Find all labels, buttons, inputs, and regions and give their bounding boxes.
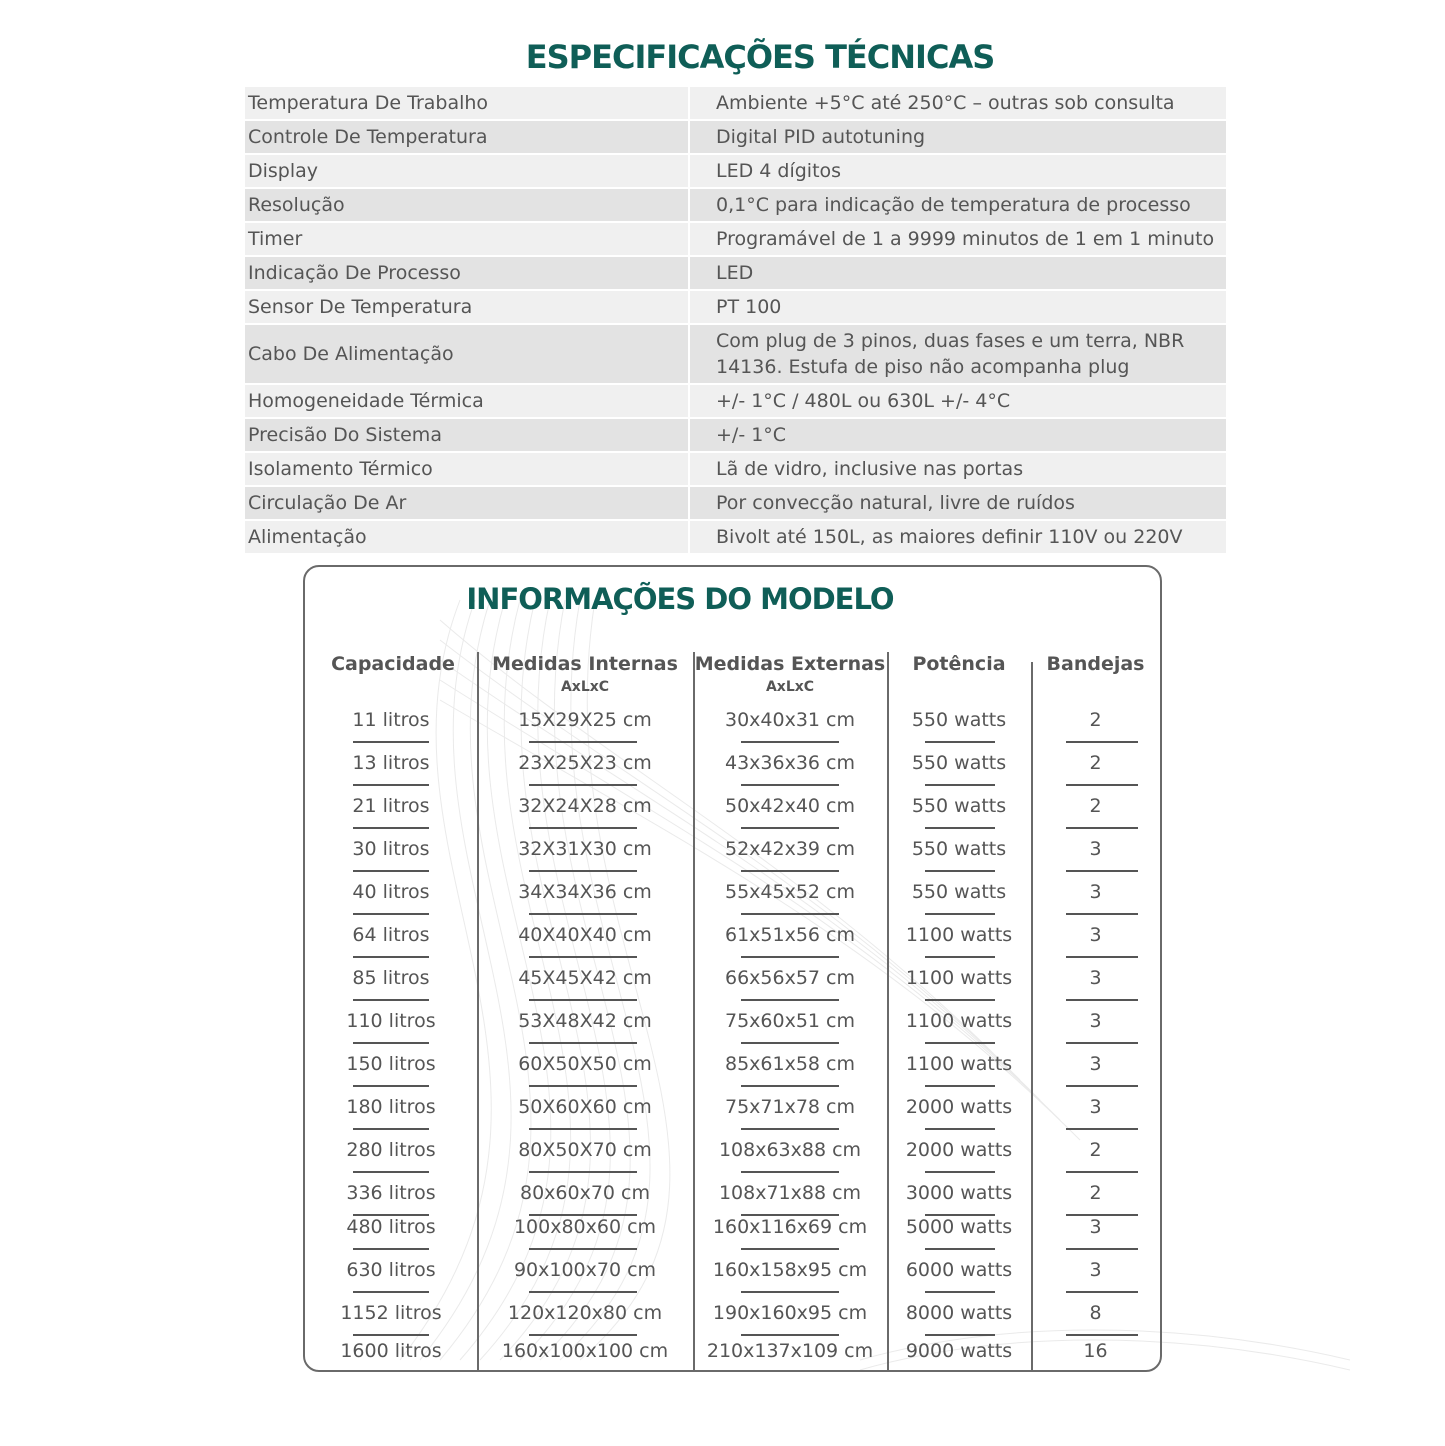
cell-band: 2 <box>1089 1182 1102 1204</box>
row-separator <box>741 913 839 915</box>
cell-cap: 480 litros <box>346 1216 436 1238</box>
cell-pot: 6000 watts <box>905 1259 1013 1281</box>
cell-ext: 75x71x78 cm <box>724 1096 855 1118</box>
cell-cap: 336 litros <box>346 1182 436 1204</box>
row-separator <box>529 1248 637 1250</box>
cell-band: 3 <box>1089 1259 1102 1281</box>
cell-band: 2 <box>1089 1139 1102 1161</box>
cell-int: 34X34X36 cm <box>518 881 652 903</box>
spec-title: ESPECIFICAÇÕES TÉCNICAS <box>525 38 995 76</box>
cell-pot: 550 watts <box>911 752 1007 774</box>
row-separator <box>925 1248 995 1250</box>
row-separator <box>1066 741 1138 743</box>
row-separator <box>353 1334 429 1336</box>
cell-band: 3 <box>1089 1216 1102 1238</box>
column-medidas-internas <box>477 567 693 1370</box>
row-separator <box>741 999 839 1001</box>
row-separator <box>1066 784 1138 786</box>
spec-value: +/- 1°C / 480L ou 630L +/- 4°C <box>690 385 1226 417</box>
header-bandejas: Bandejas <box>1046 653 1145 675</box>
row-separator <box>741 1171 839 1173</box>
spec-row <box>245 189 1226 221</box>
cell-band: 16 <box>1083 1340 1108 1362</box>
cell-pot: 1100 watts <box>905 967 1013 989</box>
subheader-internas: AxLxC <box>560 679 610 695</box>
spec-label: Alimentação <box>245 521 690 553</box>
cell-pot: 9000 watts <box>905 1340 1013 1362</box>
spec-value: Por convecção natural, livre de ruídos <box>690 487 1226 519</box>
row-separator <box>925 1291 995 1293</box>
spec-value: Bivolt até 150L, as maiores definir 110V ou 220V <box>690 521 1226 553</box>
cell-band: 8 <box>1089 1302 1102 1324</box>
spec-row <box>245 521 1226 553</box>
row-separator <box>529 956 637 958</box>
spec-label: Isolamento Térmico <box>245 453 690 485</box>
spec-row <box>245 87 1226 119</box>
row-separator <box>529 1042 637 1044</box>
cell-cap: 150 litros <box>346 1053 436 1075</box>
row-separator <box>1066 1128 1138 1130</box>
spec-row <box>245 291 1226 323</box>
cell-pot: 550 watts <box>911 838 1007 860</box>
row-separator <box>353 1128 429 1130</box>
cell-band: 3 <box>1089 924 1102 946</box>
spec-value: Lã de vidro, inclusive nas portas <box>690 453 1226 485</box>
cell-int: 160x100x100 cm <box>501 1340 669 1362</box>
cell-pot: 8000 watts <box>905 1302 1013 1324</box>
cell-int: 40X40X40 cm <box>518 924 652 946</box>
cell-band: 3 <box>1089 1096 1102 1118</box>
header-potencia: Potência <box>912 653 1006 675</box>
cell-ext: 210x137x109 cm <box>706 1340 874 1362</box>
spec-value: PT 100 <box>690 291 1226 323</box>
row-separator <box>925 870 995 872</box>
cell-pot: 550 watts <box>911 795 1007 817</box>
cell-band: 3 <box>1089 1010 1102 1032</box>
cell-int: 45X45X42 cm <box>518 967 652 989</box>
row-separator <box>529 1291 637 1293</box>
cell-ext: 66x56x57 cm <box>724 967 855 989</box>
cell-pot: 5000 watts <box>905 1216 1013 1238</box>
row-separator <box>925 741 995 743</box>
row-separator <box>741 1085 839 1087</box>
row-separator <box>1066 827 1138 829</box>
cell-int: 80x60x70 cm <box>519 1182 650 1204</box>
row-separator <box>1066 1248 1138 1250</box>
row-separator <box>1066 1171 1138 1173</box>
header-medidas-externas: Medidas Externas <box>694 653 886 675</box>
row-separator <box>741 1128 839 1130</box>
cell-ext: 43x36x36 cm <box>724 752 855 774</box>
column-capacidade <box>305 567 477 1370</box>
row-separator <box>925 1128 995 1130</box>
row-separator <box>353 784 429 786</box>
cell-cap: 85 litros <box>352 967 430 989</box>
model-title: INFORMAÇÕES DO MODELO <box>466 582 894 616</box>
cell-ext: 108x71x88 cm <box>718 1182 862 1204</box>
spec-label: Cabo De Alimentação <box>245 325 690 383</box>
cell-int: 120x120x80 cm <box>507 1302 663 1324</box>
cell-pot: 1100 watts <box>905 1010 1013 1032</box>
row-separator <box>925 1171 995 1173</box>
row-separator <box>529 870 637 872</box>
cell-ext: 160x116x69 cm <box>712 1216 868 1238</box>
cell-int: 32X31X30 cm <box>518 838 652 860</box>
cell-cap: 280 litros <box>346 1139 436 1161</box>
row-separator <box>529 827 637 829</box>
cell-band: 2 <box>1089 752 1102 774</box>
cell-pot: 1100 watts <box>905 1053 1013 1075</box>
cell-pot: 550 watts <box>911 881 1007 903</box>
row-separator <box>353 827 429 829</box>
row-separator <box>925 1042 995 1044</box>
cell-pot: 1100 watts <box>905 924 1013 946</box>
row-separator <box>741 1042 839 1044</box>
row-separator <box>1066 1291 1138 1293</box>
cell-band: 3 <box>1089 881 1102 903</box>
row-separator <box>1066 1334 1138 1336</box>
spec-value: LED <box>690 257 1226 289</box>
row-separator <box>353 1248 429 1250</box>
cell-cap: 21 litros <box>352 795 430 817</box>
row-separator <box>741 741 839 743</box>
cell-cap: 64 litros <box>352 924 430 946</box>
spec-row <box>245 453 1226 485</box>
column-medidas-externas <box>693 567 887 1370</box>
row-separator <box>741 827 839 829</box>
row-separator <box>741 784 839 786</box>
model-table <box>303 565 1162 1372</box>
spec-value: Ambiente +5°C até 250°C – outras sob consulta <box>690 87 1226 119</box>
cell-ext: 30x40x31 cm <box>724 709 855 731</box>
row-separator <box>529 1128 637 1130</box>
cell-band: 2 <box>1089 795 1102 817</box>
spec-table <box>245 85 1226 555</box>
column-potencia <box>887 567 1031 1370</box>
cell-ext: 52x42x39 cm <box>724 838 855 860</box>
row-separator <box>925 999 995 1001</box>
cell-cap: 110 litros <box>346 1010 436 1032</box>
row-separator <box>925 1334 995 1336</box>
row-separator <box>741 1334 839 1336</box>
row-separator <box>1066 1085 1138 1087</box>
spec-row <box>245 419 1226 451</box>
row-separator <box>529 741 637 743</box>
spec-row <box>245 155 1226 187</box>
row-separator <box>529 913 637 915</box>
row-separator <box>1066 999 1138 1001</box>
row-separator <box>353 956 429 958</box>
spec-label: Display <box>245 155 690 187</box>
row-separator <box>741 1291 839 1293</box>
row-separator <box>353 999 429 1001</box>
row-separator <box>353 913 429 915</box>
row-separator <box>353 1042 429 1044</box>
row-separator <box>529 1334 637 1336</box>
subheader-externas: AxLxC <box>765 679 815 695</box>
spec-label: Controle De Temperatura <box>245 121 690 153</box>
cell-pot: 550 watts <box>911 709 1007 731</box>
cell-int: 53X48X42 cm <box>518 1010 652 1032</box>
row-separator <box>925 913 995 915</box>
row-separator <box>1066 956 1138 958</box>
cell-cap: 40 litros <box>352 881 430 903</box>
row-separator <box>925 1085 995 1087</box>
cell-band: 3 <box>1089 967 1102 989</box>
cell-ext: 55x45x52 cm <box>724 881 855 903</box>
row-separator <box>353 1171 429 1173</box>
cell-pot: 2000 watts <box>905 1139 1013 1161</box>
cell-cap: 30 litros <box>352 838 430 860</box>
row-separator <box>1066 870 1138 872</box>
row-separator <box>529 1171 637 1173</box>
cell-ext: 85x61x58 cm <box>724 1053 855 1075</box>
spec-label: Circulação De Ar <box>245 487 690 519</box>
spec-label: Timer <box>245 223 690 255</box>
spec-row <box>245 121 1226 153</box>
cell-ext: 160x158x95 cm <box>712 1259 868 1281</box>
row-separator <box>925 784 995 786</box>
row-separator <box>353 1291 429 1293</box>
cell-cap: 630 litros <box>346 1259 436 1281</box>
cell-int: 32X24X28 cm <box>518 795 652 817</box>
spec-row <box>245 487 1226 519</box>
row-separator <box>741 870 839 872</box>
spec-value: Com plug de 3 pinos, duas fases e um terra, NBR 14136. Estufa de piso não acompanha plug <box>690 325 1226 383</box>
row-separator <box>529 1085 637 1087</box>
row-separator <box>741 1248 839 1250</box>
spec-row <box>245 223 1226 255</box>
spec-label: Resolução <box>245 189 690 221</box>
row-separator <box>741 956 839 958</box>
spec-row <box>245 257 1226 289</box>
spec-value: +/- 1°C <box>690 419 1226 451</box>
spec-label: Indicação De Processo <box>245 257 690 289</box>
header-capacidade: Capacidade <box>331 653 455 675</box>
cell-int: 80X50X70 cm <box>518 1139 652 1161</box>
spec-row <box>245 385 1226 417</box>
cell-cap: 180 litros <box>346 1096 436 1118</box>
cell-int: 50X60X60 cm <box>518 1096 652 1118</box>
spec-label: Temperatura De Trabalho <box>245 87 690 119</box>
spec-label: Homogeneidade Térmica <box>245 385 690 417</box>
row-separator <box>529 784 637 786</box>
row-separator <box>925 956 995 958</box>
cell-ext: 50x42x40 cm <box>724 795 855 817</box>
cell-pot: 3000 watts <box>905 1182 1013 1204</box>
row-separator <box>1066 913 1138 915</box>
spec-label: Sensor De Temperatura <box>245 291 690 323</box>
cell-cap: 1152 litros <box>340 1302 442 1324</box>
cell-ext: 190x160x95 cm <box>712 1302 868 1324</box>
spec-row <box>245 325 1226 383</box>
cell-int: 100x80x60 cm <box>513 1216 657 1238</box>
cell-cap: 13 litros <box>352 752 430 774</box>
cell-ext: 61x51x56 cm <box>724 924 855 946</box>
row-separator <box>353 1085 429 1087</box>
spec-label: Precisão Do Sistema <box>245 419 690 451</box>
row-separator <box>529 999 637 1001</box>
row-separator <box>353 741 429 743</box>
cell-ext: 108x63x88 cm <box>718 1139 862 1161</box>
spec-value: Digital PID autotuning <box>690 121 1226 153</box>
header-medidas-internas: Medidas Internas <box>492 653 678 675</box>
cell-band: 3 <box>1089 838 1102 860</box>
cell-band: 2 <box>1089 709 1102 731</box>
cell-int: 23X25X23 cm <box>518 752 652 774</box>
cell-band: 3 <box>1089 1053 1102 1075</box>
row-separator <box>925 827 995 829</box>
cell-cap: 1600 litros <box>340 1340 442 1362</box>
spec-value: Programável de 1 a 9999 minutos de 1 em 1 minuto <box>690 223 1226 255</box>
cell-pot: 2000 watts <box>905 1096 1013 1118</box>
row-separator <box>1066 1042 1138 1044</box>
cell-ext: 75x60x51 cm <box>724 1010 855 1032</box>
cell-int: 90x100x70 cm <box>513 1259 657 1281</box>
cell-int: 15X29X25 cm <box>518 709 652 731</box>
row-separator <box>353 870 429 872</box>
spec-value: LED 4 dígitos <box>690 155 1226 187</box>
cell-cap: 11 litros <box>352 709 430 731</box>
spec-value: 0,1°C para indicação de temperatura de processo <box>690 189 1226 221</box>
column-bandejas <box>1031 567 1160 1370</box>
cell-int: 60X50X50 cm <box>518 1053 652 1075</box>
